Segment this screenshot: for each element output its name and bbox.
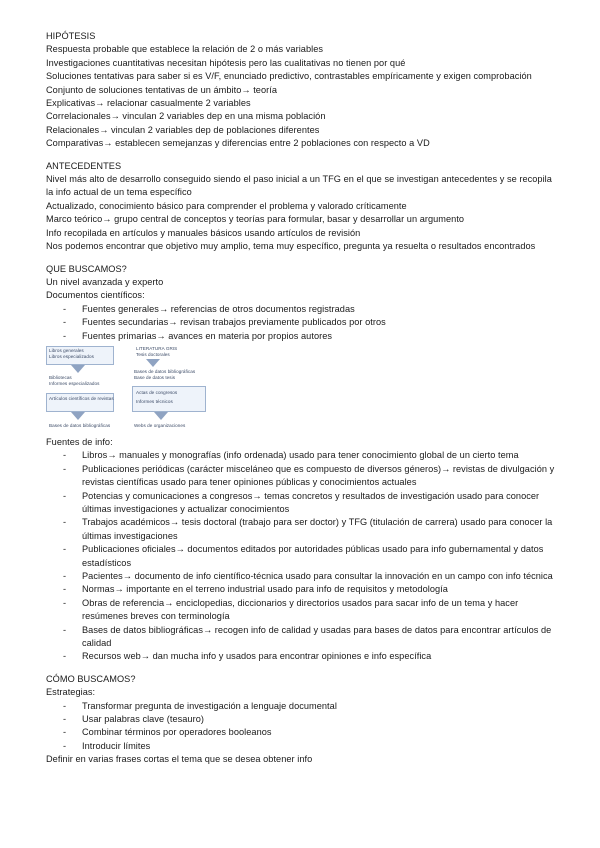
text-line: Nos podemos encontrar que objetivo muy amplio, tema muy específico, pregunta ya resuelta o resultados encontrados [46, 241, 536, 252]
list-item: - Publicaciones periódicas (carácter misceláneo que es compuesto de diversos géneros)→ revistas de divulgación y revistas científicas usado para tener opiniones públicas y conocimientos actuales [46, 463, 556, 490]
list-item: - Bases de datos bibliográficas→ recogen info de calidad y usadas para bases de datos para encontrar artículos de calidad [46, 624, 556, 651]
section-hipotesis [46, 30, 556, 151]
list-item: - Normas→ importante en el terreno industrial usado para info de requisitos y metodología [46, 583, 556, 596]
documentos-list [46, 303, 556, 343]
text-line: Correlacionales→ vinculan 2 variables dep en una misma población [46, 111, 326, 122]
section-heading: ANTECEDENTES [46, 160, 122, 171]
arrow-down-icon [71, 365, 85, 373]
section-antecedentes [46, 160, 556, 254]
section-heading: HIPÓTESIS [46, 31, 96, 41]
text-line: Investigaciones cuantitativas necesitan hipótesis pero las cualitativas no tienen por qué [46, 57, 406, 68]
diagram-label: Tesis doctorales [136, 351, 170, 357]
diagram-label: Bases de datos bibliográficas [49, 422, 111, 428]
text-line: Comparativas→ establecen semejanzas y diferencias entre 2 poblaciones con respecto a VD [46, 138, 430, 149]
list-item: - Libros→ manuales y monografías (info ordenada) usado para tener conocimiento global de un cierto tema [46, 449, 556, 462]
list-item: - Fuentes generales→ referencias de otros documentos registradas [46, 303, 556, 316]
text-line: Relacionales→ vinculan 2 variables dep de poblaciones diferentes [46, 124, 320, 135]
list-item: - Publicaciones oficiales→ documentos editados por autoridades públicas usado para info gubernamental y datos estadísticos [46, 543, 556, 570]
diagram-label: Libros especializados [49, 353, 94, 359]
text-line: Respuesta probable que establece la relación de 2 o más variables [46, 44, 324, 55]
list-item: - Fuentes primarias→ avances en materia por propios autores [46, 330, 556, 343]
section-heading: CÓMO BUSCAMOS? [46, 673, 136, 684]
text-line: Conjunto de soluciones tentativas de un ámbito→ teoría [46, 84, 277, 95]
fuentes-list [46, 449, 556, 664]
arrow-down-icon [154, 412, 168, 420]
list-item: - Recursos web→ dan mucha info y usados para encontrar opiniones e info específica [46, 650, 556, 663]
list-label: Estrategias: [46, 687, 96, 698]
list-item: - Combinar términos por operadores booleanos [46, 726, 556, 739]
sources-diagram [46, 346, 210, 432]
text-line: Soluciones tentativas para saber si es V/F, enunciado predictivo, contrastables empíricamente y exigen comprobación [46, 71, 532, 82]
diagram-label: Informes técnicos [136, 398, 173, 404]
diagram-label: Base de datos tesis [134, 374, 176, 380]
arrow-down-icon [71, 412, 85, 420]
arrow-down-icon [146, 359, 160, 367]
text-line: Marco teórico→ grupo central de conceptos y teorías para formular, basar y desarrollar un argumento [46, 214, 465, 225]
list-item: - Obras de referencia→ enciclopedias, diccionarios y directorios usados para sacar info de un tema y hacer resúmenes breves con terminología [46, 597, 556, 624]
list-label: Fuentes de info: [46, 436, 113, 447]
section-heading: QUE BUSCAMOS? [46, 263, 127, 274]
section-que-buscamos [46, 263, 556, 664]
document-body [46, 30, 556, 767]
text-line: Un nivel avanzada y experto [46, 276, 164, 287]
list-item: - Pacientes→ documento de info científico-técnica usado para consultar la innovación en un campo con info técnica [46, 570, 556, 583]
diagram-label: Actas de congresos [136, 389, 178, 395]
spacer [46, 664, 556, 673]
list-item: - Introducir límites [46, 740, 556, 753]
spacer [46, 254, 556, 263]
section-como-buscamos [46, 673, 556, 767]
list-item: - Fuentes secundarias→ revisan trabajos previamente publicados por otros [46, 316, 556, 329]
diagram-label: LITERATURA GRIS [136, 345, 178, 351]
diagram-label: Informes especializados [49, 380, 100, 386]
list-item: - Transformar pregunta de investigación a lenguaje documental [46, 700, 556, 713]
text-line: Definir en varias frases cortas el tema que se desea obtener info [46, 754, 313, 765]
list-label: Documentos científicos: [46, 290, 145, 301]
diagram-label: Bases de datos bibliográficas [134, 368, 196, 374]
list-item: - Potencias y comunicaciones a congresos→ temas concretos y resultados de investigación usado para conocer últimas investigaciones y actualizar conocimientos [46, 490, 556, 517]
text-line: Info recopilada en artículos y manuales básicos usando artículos de revisión [46, 227, 361, 238]
spacer [46, 151, 556, 160]
estrategias-list [46, 700, 556, 754]
text-line: Actualizado, conocimiento básico para comprender el problema y valorado críticamente [46, 200, 407, 211]
list-item: - Trabajos académicos→ tesis doctoral (trabajo para ser doctor) y TFG (titulación de carrera) usado para conocer la últimas investigaciones [46, 516, 556, 543]
text-line: Explicativas→ relacionar casualmente 2 variables [46, 98, 251, 109]
text-line: Nivel más alto de desarrollo conseguido siendo el paso inicial a un TFG en el que se investigan antecedentes y se recopila la info actual de un tema específico [46, 174, 552, 198]
diagram-label: Artículos científicos de revistas [49, 395, 114, 401]
diagram-label: Webs de organizaciones [134, 422, 186, 428]
diagram-label: Libros generales [49, 347, 84, 353]
diagram-label: Bibliotecas [49, 374, 72, 380]
list-item: - Usar palabras clave (tesauro) [46, 713, 556, 726]
